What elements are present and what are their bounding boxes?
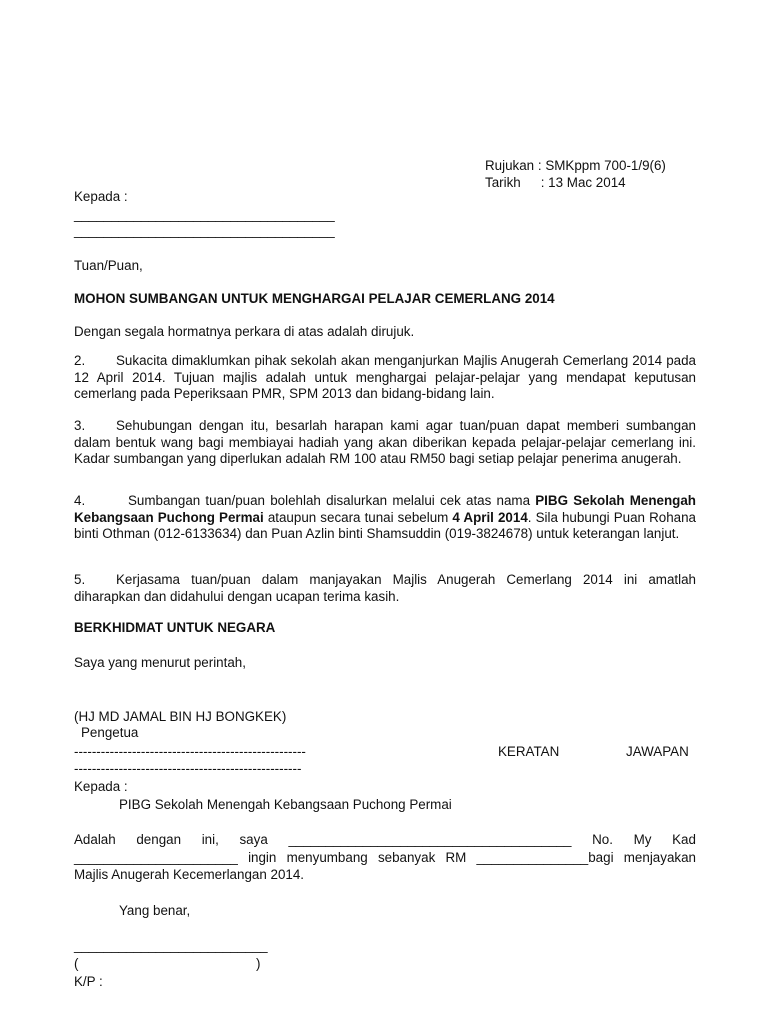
reply-kepada: Kepada :: [74, 779, 128, 794]
reply-amount-blank: _______________bagi: [476, 850, 614, 865]
cutline-keratan: KERATAN: [498, 744, 560, 759]
rujukan-value: SMKppm 700-1/9(6): [545, 158, 666, 173]
reply-paren-open: (: [74, 956, 79, 971]
reply-paren-close: ): [256, 956, 261, 971]
reply-line-2-word: menyumbang: [286, 850, 368, 865]
rujukan-label: Rujukan :: [485, 158, 542, 173]
reply-line-1-word: dengan: [136, 832, 182, 847]
paragraph-4: [74, 493, 696, 543]
cutline-dashes-second: ---------------------------------------------------: [74, 761, 302, 776]
signatory-title: Pengetua: [81, 725, 139, 740]
reply-kp-label: K/P :: [74, 974, 103, 989]
cutline-jawapan: JAWAPAN: [626, 744, 689, 759]
paragraph-4-text-b: ataupun secara tunai sebelum: [263, 509, 453, 525]
subject-heading: MOHON SUMBANGAN UNTUK MENGHARGAI PELAJAR CEMERLANG 2014: [74, 291, 555, 306]
reply-line-1-word: No.: [592, 832, 613, 847]
paragraph-3-text: Sehubungan dengan itu, besarlah harapan kami agar tuan/puan dapat memberi sumbangan dalam bentuk wang bagi membiayai hadiah yang akan diberikan kepada pelajar-pelajar cemerlang ini. Kadar sumbangan yang diperlukan adalah RM 100 atau RM50 bagi setiap pelajar penerima anugerah.: [74, 418, 696, 467]
reply-line-2-word: RM: [445, 850, 467, 865]
reply-signature-line: __________________________: [74, 938, 268, 953]
reply-ic-blank: ______________________: [74, 850, 238, 865]
reference-block: [485, 158, 666, 191]
paragraph-4-payee: PIBG Sekolah Menengah Kebangsaan Puchong Permai: [74, 493, 696, 525]
tarikh-label: Tarikh: [485, 174, 521, 190]
paragraph-3-number: 3.: [74, 418, 86, 433]
reply-line-2-word: menjayakan: [623, 850, 696, 865]
rujukan-line: [485, 158, 666, 175]
reply-line-1-word: saya: [239, 832, 268, 847]
reply-line-1: [74, 832, 696, 849]
closing-line: Saya yang menurut perintah,: [74, 655, 246, 670]
paragraph-3: [74, 418, 696, 468]
paragraph-4-text-c: . Sila hubungi Puan Rohana binti Othman (012-6133634) dan Puan Azlin binti Shamsuddin (019-3824678) untuk keterangan lanjut.: [74, 509, 696, 542]
reply-addressee: PIBG Sekolah Menengah Kebangsaan Puchong Permai: [119, 797, 452, 812]
motto: BERKHIDMAT UNTUK NEGARA: [74, 620, 276, 635]
tarikh-value: : 13 Mac 2014: [540, 174, 626, 190]
reply-line-1-word: Adalah: [74, 832, 116, 847]
paragraph-5-text: Kerjasama tuan/puan dalam manjayakan Majlis Anugerah Cemerlang 2014 ini amatlah diharapkan dan didahului dengan ucapan terima kasih.: [74, 572, 696, 604]
reply-line-2: [74, 850, 696, 867]
paragraph-5-number: 5.: [74, 572, 86, 587]
signatory-name: (HJ MD JAMAL BIN HJ BONGKEK): [74, 709, 287, 724]
salutation: Tuan/Puan,: [74, 258, 143, 273]
recipient-kepada: Kepada :: [74, 189, 128, 204]
recipient-blank-line-2: ___________________________________: [74, 223, 335, 238]
reply-yang-benar: Yang benar,: [119, 903, 191, 918]
recipient-blank-line-1: ___________________________________: [74, 207, 335, 222]
paragraph-4-text-a: Sumbangan tuan/puan bolehlah disalurkan melalui cek atas nama: [128, 493, 536, 508]
reply-line-1-word: My: [633, 832, 652, 847]
reply-line-1-word: ini,: [201, 832, 219, 847]
paragraph-5: [74, 572, 696, 605]
tarikh-line: [485, 175, 666, 192]
paragraph-4-deadline: 4 April 2014: [452, 509, 528, 525]
reply-line-2-word: sebanyak: [377, 850, 436, 865]
paragraph-2-text: Sukacita dimaklumkan pihak sekolah akan menganjurkan Majlis Anugerah Cemerlang 2014 pada 12 April 2014. Tujuan majlis adalah untuk menghargai pelajar-pelajar yang mendapat keputusan cemerlang pada Peperiksaan PMR, SPM 2013 dan bidang-bidang lain.: [74, 353, 696, 402]
reply-line-3: Majlis Anugerah Kecemerlangan 2014.: [74, 867, 305, 882]
opening-line: Dengan segala hormatnya perkara di atas adalah dirujuk.: [74, 324, 415, 339]
paragraph-2-number: 2.: [74, 353, 86, 368]
paragraph-2: [74, 353, 696, 403]
reply-name-blank: ______________________________________: [288, 832, 572, 847]
reply-line-1-word: Kad: [672, 832, 696, 847]
cutline-dashes-left: ----------------------------------------------------: [74, 744, 306, 759]
reply-line-2-word: ingin: [248, 850, 277, 865]
paragraph-4-number: 4.: [74, 493, 86, 508]
